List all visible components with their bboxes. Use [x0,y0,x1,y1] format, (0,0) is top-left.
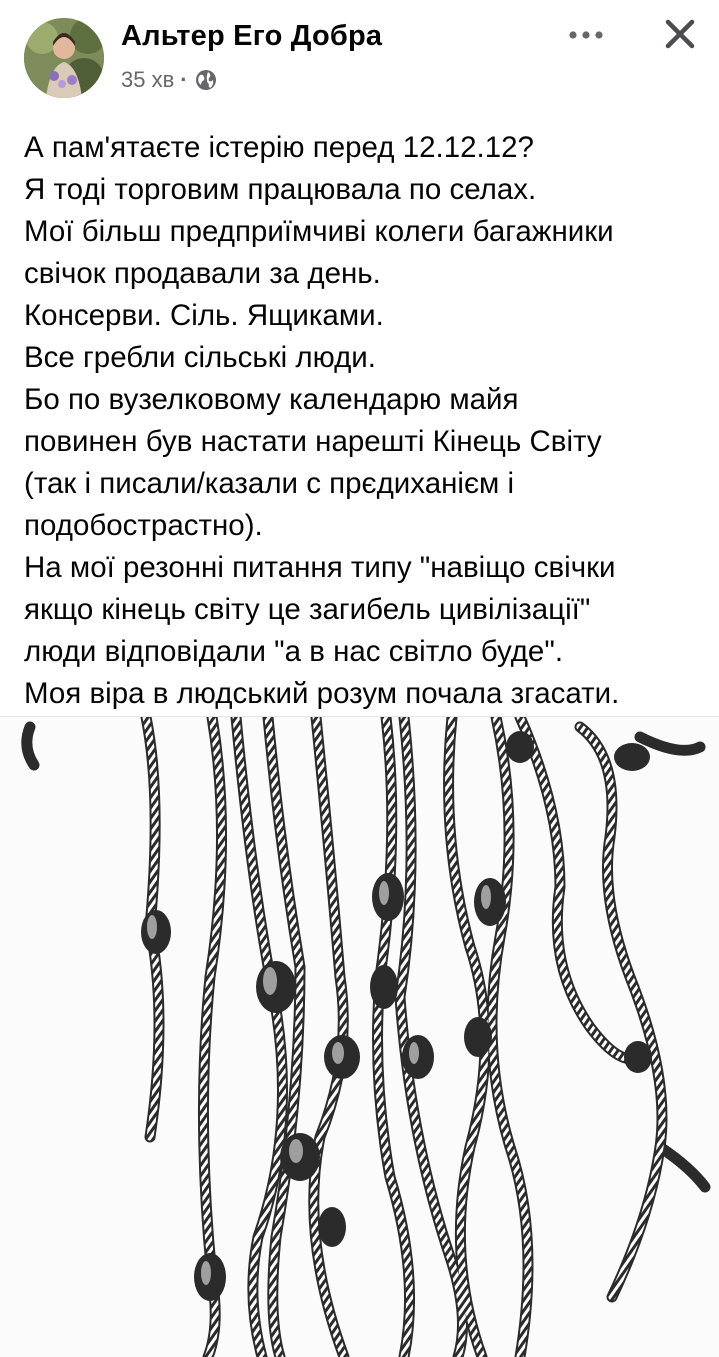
post-line: повинен був настати нарешті Кінець Світу [24,425,602,458]
post-line: свічок продавали за день. [24,257,381,290]
meta-separator: · [180,67,188,92]
knotted-cords-illustration [0,717,719,1357]
post-line: На мої резонні питання типу "навіщо свічки [24,551,616,584]
author-avatar[interactable] [24,18,104,98]
globe-icon[interactable] [195,69,217,91]
post-line: Консерви. Сіль. Ящиками. [24,299,384,332]
post-meta [121,66,217,94]
more-options-button[interactable] [562,18,610,52]
post-line: Я тоді торговим працювала по селах. [24,173,537,206]
author-name[interactable]: Альтер Его Добра [121,20,383,52]
close-icon [665,19,695,49]
post-image[interactable] [0,716,719,1357]
more-options-icon [568,30,604,40]
post-line: люди відповідали "а в нас світло буде". [24,635,564,668]
post-line: Все гребли сільські люди. [24,341,376,374]
avatar-photo [24,18,104,98]
post-text [24,127,714,715]
post-line: Бо по вузелковому календарю майя [24,383,519,416]
post-line: Мої більш предприїмчиві колеги багажники [24,215,614,248]
post-line: А пам'ятаєте істерію перед 12.12.12? [24,131,534,164]
post-line: подобострастно). [24,509,263,542]
close-button[interactable] [656,12,704,56]
post-header [0,0,719,110]
post-timestamp[interactable]: 35 хв [121,67,175,92]
post-line: (так і писали/казали с прєдиханієм і [24,467,515,500]
post-line: Моя віра в людський розум почала згасати. [24,677,620,710]
post-line: якщо кінець світу це загибель цивілізації" [24,593,591,626]
